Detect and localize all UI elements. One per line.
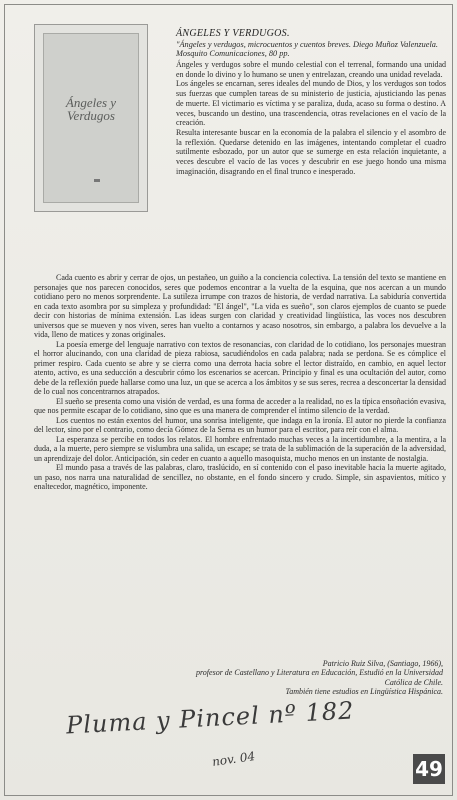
page-number: 49	[413, 754, 445, 784]
book-cover-art	[43, 33, 139, 203]
body-paragraph: La poesía emerge del lenguaje narrativo con textos de resonancias, con claridad de lo cotidiano, los personajes muestran el horror alucinando, con una claridad de pieza rabiosa, sacudiéndolos en cada palabra; nada se perdona. Se es cómplice el primer respiro. Cada cuento se abre y se cierra como una derrota hacia sobre el lector distraído, en cambio, en aquel lector atento, activo, es una seducción a descubrir cómo los escenarios se acercan. Principio y final es una ocultación del autor, como debe de la reflexión puede hallarse como una luz, un que se acerca a los ámbitos y se sus seres, recrea a desconcertar la densidad de lo cual nos concentrarnos atrapados.	[34, 339, 446, 396]
intro-paragraph: Ángeles y verdugos sobre el mundo celestial con el terrenal, formando una unidad en donde lo divino y lo humano se unen y entrelazan, creando una unidad revelada.	[176, 60, 446, 79]
author-bio-line: También tiene estudios en Lingüística Hispánica.	[285, 687, 443, 697]
author-bio-line: profesor de Castellano y Literatura en Educación, Estudió en la Universidad Católica de Chile.	[195, 668, 443, 687]
book-cover-mark	[94, 179, 100, 182]
author-signature	[183, 659, 443, 697]
body-paragraph: El mundo pasa a través de las palabras, claro, traslúcido, en sí contenido con el paso inevitable hacia la muerte agitado, un paso, nos narra una naturalidad de sencillez, no obstante, en el fondo sincero y crudo. Simple, sin aspavientos, mítico y enaltecedor, magnético, imponente.	[34, 463, 446, 491]
intro-column	[176, 60, 446, 176]
review-heading: ÁNGELES Y VERDUGOS.	[176, 28, 290, 39]
author-name: Patricio Ruiz Silva, (Santiago, 1966),	[322, 659, 443, 668]
body-paragraph: Los cuentos no están exentos del humor, una sonrisa inteligente, que indaga en la ironía. El autor no pierde la confianza del lector, sino por el contrario, como decía Gómez de la Serna es un humor para el escritor, para reír con el alma.	[34, 415, 446, 434]
body-paragraph: El sueño se presenta como una visión de verdad, es una forma de acceder a la realidad, no es la típica ensoñación evasiva, que nos permite escapar de lo cotidiano, sino que es una manera de comprender el íntimo silencio de la verdad.	[34, 396, 446, 415]
body-paragraph: La esperanza se percibe en todos los relatos. El hombre enfrentado muchas veces a la incertidumbre, a la mentira, a la duda, a la muerte, pero siempre se vislumbra una salida, un escape; se trata de la sublimación de la superación de la adversidad, un aprendizaje del dolor. Anticipación, sin ceder en cuanto a aquello masoquista, mucho menos en un instante de nostalgia.	[34, 434, 446, 463]
body-paragraph: Cada cuento es abrir y cerrar de ojos, un pestañeo, un guiño a la conciencia colectiva. La tensión del texto se mantiene en personajes que nos parecen conocidos, seres que podemos encontrar a la vuelta de la esquina, que nos acercan a un mundo cotidiano pero no menos sorprendente. La sutileza irrumpe con trazos de historia, de verdad narrativa. La sabiduría convertida en cada texto asombra por su simpleza y profundidad: "El ángel", "La vida es sueño", son claros ejemplos de cuanto se puede decir con historias de mínima extensión. Las ideas surgen con claridad y creatividad lingüística, las voces nos descubren universos que se mueven y nos viven, seres han vuelto a contarnos y acaso nosotros, sin embargo, a palabra los devuelve a la vida, lleno de matices y zonas originales.	[34, 273, 446, 339]
review-body	[34, 273, 446, 492]
handwritten-date: nov. 04	[211, 749, 256, 769]
intro-paragraph: Resulta interesante buscar en la economía de la palabra el silencio y el asombro de la reflexión. Quedarse detenido en las imágenes, intentando completar el cuadro sutilmente esbozado, por un autor que se sumerge en esta relación inquietante, a veces descubre el vacío de las voces y descubrir en ese juego hondo una misma imaginación, disagrando en el final trunco e inesperado.	[176, 127, 446, 176]
book-cover	[34, 24, 148, 212]
book-metadata: "Ángeles y verdugos, microcuentos y cuentos breves. Diego Muñoz Valenzuela. Mosquito Comunicaciones, 80 pp.	[176, 40, 439, 59]
book-cover-title: Ángeles y Verdugos	[65, 95, 117, 123]
intro-paragraph: Los ángeles se encarnan, seres ideales del mundo de Dios, y los verdugos son todos sus fuerzas que cumplen tareas de su ministerio de justicia, ajusticiando las penas de muerte. El victimario es víctima y se paraliza, duda, acaso su forma o destino. A veces, buscando un destino, una trascendencia, otras revelaciones en el vacío de la creación.	[176, 79, 446, 128]
handwritten-note: Pluma y Pincel nº 182	[65, 696, 356, 740]
